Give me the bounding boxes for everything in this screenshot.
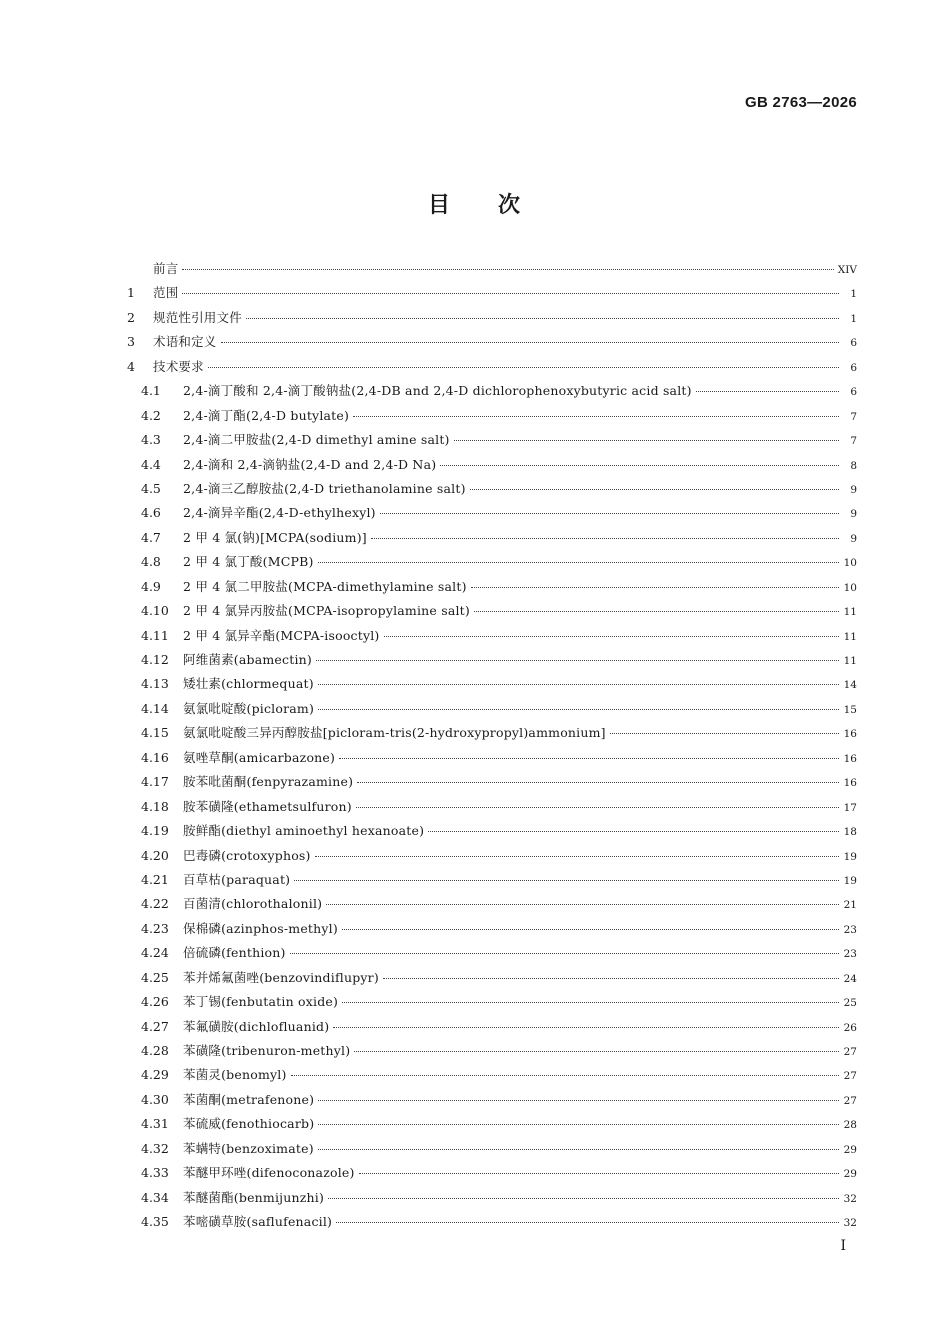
toc-leader-dots [316,660,839,661]
toc-leader-dots [290,953,839,954]
toc-entry-label: 苯丁锡(fenbutatin oxide) [183,994,339,1010]
toc-entry[interactable] [127,381,857,405]
toc-leader-dots [318,1149,839,1150]
toc-entry-number: 4.35 [141,1214,169,1230]
toc-entry-number: 4.30 [141,1091,169,1107]
toc-entry-label: 苯醚甲环唑(difenoconazole) [183,1165,355,1181]
toc-entry-label: 苯氟磺胺(dichlofluanid) [183,1018,330,1034]
toc-entry-number: 4.16 [141,749,169,765]
toc-entry-label: 巴毒磷(crotoxyphos) [183,847,311,863]
toc-entry[interactable] [127,870,857,894]
toc-entry[interactable] [127,1114,857,1138]
toc-entry-page: 23 [843,948,857,961]
toc-entry[interactable] [127,406,857,430]
toc-entry-label: 苯菌酮(metrafenone) [183,1091,315,1107]
toc-entry-number: 4.17 [141,774,169,790]
toc-entry-number: 4.34 [141,1189,169,1205]
toc-entry-label: 2 甲 4 氯异辛酯(MCPA-isooctyl) [183,627,380,643]
toc-entry[interactable] [127,723,857,747]
toc-leader-dots [294,880,839,881]
toc-leader-dots [354,1051,839,1052]
toc-entry[interactable] [127,1188,857,1212]
toc-entry-number: 4.28 [141,1043,169,1058]
toc-entry[interactable] [127,503,857,527]
toc-entry[interactable] [127,1090,857,1114]
toc-entry-page: 19 [843,874,857,887]
toc-entry-number: 4.27 [141,1018,169,1034]
toc-entry-page: 6 [850,361,857,374]
toc-entry[interactable] [127,1139,857,1163]
toc-leader-dots [471,587,839,588]
toc-entry-label: 倍硫磷(fenthion) [183,945,286,961]
toc-leader-dots [383,978,839,979]
toc-entry-page: 21 [843,899,857,912]
toc-entry-label: 保棉磷(azinphos-methyl) [183,920,338,936]
toc-entry-number: 4.20 [141,847,169,863]
toc-leader-dots [353,416,839,417]
toc-entry-label: 苯并烯氟菌唑(benzovindiflupyr) [183,969,379,985]
table-of-contents [127,259,857,1237]
toc-entry-label: 2 甲 4 氯(钠)[MCPA(sodium)] [183,529,367,545]
toc-entry-label: 技术要求 [153,358,204,374]
toc-leader-dots [318,684,839,685]
toc-entry-number: 4.19 [141,823,169,839]
toc-entry-page: 24 [843,972,857,985]
toc-entry-label: 胺苯吡菌酮(fenpyrazamine) [183,774,354,790]
toc-leader-dots [328,1198,839,1199]
toc-entry-number: 4.23 [141,920,169,936]
toc-entry-number: 4.25 [141,969,169,985]
toc-leader-dots [454,440,839,441]
toc-entry-page: 16 [843,752,857,765]
toc-leader-dots [384,636,839,637]
toc-entry[interactable] [127,894,857,918]
toc-entry-page: 32 [843,1192,857,1205]
toc-entry-number: 4.9 [141,578,161,594]
toc-entry[interactable] [127,259,857,283]
toc-entry[interactable] [127,968,857,992]
title-char-1: 目 [427,193,452,218]
toc-entry[interactable] [127,430,857,454]
toc-leader-dots [339,758,839,759]
toc-entry[interactable] [127,943,857,967]
toc-leader-dots [182,269,833,270]
toc-entry-number: 2 [127,309,135,325]
toc-entry-page: 15 [843,703,857,716]
toc-entry[interactable] [127,528,857,552]
toc-leader-dots [221,342,839,343]
toc-leader-dots [208,367,839,368]
toc-leader-dots [246,318,839,319]
toc-entry-page: 19 [843,850,857,863]
toc-entry-label: 苯螨特(benzoximate) [183,1140,314,1156]
toc-entry-page: 10 [843,557,857,570]
toc-entry-number: 4.24 [141,945,169,961]
toc-entry-number: 4.21 [141,871,169,887]
toc-entry-number: 4.26 [141,994,169,1010]
toc-entry-page: 28 [843,1119,857,1132]
toc-entry-page: 11 [843,606,857,619]
toc-entry-number: 4.32 [141,1140,169,1156]
toc-entry-number: 4.10 [141,603,169,619]
toc-entry[interactable] [127,552,857,576]
toc-entry-page: 9 [850,508,857,521]
toc-entry[interactable] [127,821,857,845]
toc-entry-number: 4.29 [141,1067,169,1083]
toc-entry-label: 2,4-滴异辛酯(2,4-D-ethylhexyl) [183,505,376,521]
toc-entry-label: 前言 [153,261,179,276]
toc-entry-label: 氨氯吡啶酸(picloram) [183,700,315,716]
toc-entry-label: 2,4-滴三乙醇胺盐(2,4-D triethanolamine salt) [183,480,466,496]
toc-entry[interactable] [127,992,857,1016]
toc-entry[interactable] [127,601,857,625]
toc-entry[interactable] [127,846,857,870]
toc-leader-dots [359,1173,839,1174]
toc-entry[interactable] [127,283,857,307]
toc-entry-page: 26 [843,1021,857,1034]
toc-entry-label: 苯菌灵(benomyl) [183,1067,287,1083]
toc-entry[interactable] [127,699,857,723]
toc-entry-page: 10 [843,581,857,594]
toc-leader-dots [610,733,839,734]
toc-leader-dots [182,293,839,294]
toc-entry-number: 4.14 [141,700,169,716]
toc-entry[interactable] [127,1212,857,1236]
toc-entry-label: 阿维菌素(abamectin) [183,652,312,667]
toc-entry-page: 17 [843,801,857,814]
toc-entry-number: 4.13 [141,676,169,692]
toc-entry[interactable] [127,357,857,381]
toc-leader-dots [356,807,839,808]
toc-entry-number: 4.33 [141,1165,169,1181]
toc-entry[interactable] [127,674,857,698]
toc-entry[interactable] [127,626,857,650]
toc-entry-label: 苯磺隆(tribenuron-methyl) [183,1043,351,1058]
toc-leader-dots [318,709,839,710]
toc-entry-number: 4.6 [141,505,161,521]
toc-entry[interactable] [127,479,857,503]
toc-entry-label: 氨唑草酮(amicarbazone) [183,749,336,765]
toc-entry-page: 16 [843,777,857,790]
toc-entry-page: 29 [843,1143,857,1156]
toc-entry-label: 胺苯磺隆(ethametsulfuron) [183,798,352,814]
toc-entry-number: 4.7 [141,529,161,545]
toc-entry[interactable] [127,772,857,796]
toc-entry-label: 2,4-滴丁酯(2,4-D butylate) [183,407,350,423]
toc-entry[interactable] [127,308,857,332]
toc-entry-page: 29 [843,1168,857,1181]
standard-code: GB 2763—2026 [744,94,857,111]
toc-entry[interactable] [127,919,857,943]
toc-entry-page: 27 [843,1094,857,1107]
toc-leader-dots [326,904,839,905]
toc-leader-dots [470,489,839,490]
toc-entry-label: 2,4-滴二甲胺盐(2,4-D dimethyl amine salt) [183,432,450,448]
toc-leader-dots [357,782,839,783]
toc-entry-page: 1 [850,288,857,301]
toc-entry[interactable] [127,1017,857,1041]
toc-entry-label: 2,4-滴和 2,4-滴钠盐(2,4-D and 2,4-D Na) [183,456,437,472]
toc-entry-label: 氨氯吡啶酸三异丙醇胺盐[picloram-tris(2-hydroxypropyl)ammonium] [183,725,606,741]
toc-leader-dots [474,611,839,612]
toc-entry-number: 4.2 [141,407,161,423]
toc-leader-dots [318,562,839,563]
toc-entry-page: 6 [850,337,857,350]
toc-leader-dots [333,1027,839,1028]
toc-entry-page: 14 [843,679,857,692]
toc-leader-dots [428,831,839,832]
toc-entry-number: 4.8 [141,554,161,570]
toc-entry[interactable] [127,332,857,356]
toc-leader-dots [696,391,839,392]
toc-entry-label: 2 甲 4 氯二甲胺盐(MCPA-dimethylamine salt) [183,578,467,594]
toc-entry-label: 苯硫威(fenothiocarb) [183,1116,315,1132]
toc-entry-page: 27 [843,1070,857,1083]
toc-entry-label: 2,4-滴丁酸和 2,4-滴丁酸钠盐(2,4-DB and 2,4-D dichlorophenoxybutyric acid salt) [183,383,692,399]
toc-leader-dots [318,1124,839,1125]
toc-entry-page: 9 [850,483,857,496]
toc-entry-number: 4.5 [141,480,161,496]
toc-leader-dots [336,1222,839,1223]
toc-entry-page: XIV [837,264,857,276]
toc-entry-page: 7 [850,410,857,423]
toc-entry-page: 11 [843,655,857,667]
toc-leader-dots [291,1075,839,1076]
toc-entry-number: 4.3 [141,432,161,448]
toc-entry-page: 18 [843,826,857,839]
toc-entry-page: 7 [850,435,857,448]
toc-entry-label: 术语和定义 [153,334,217,350]
toc-entry-page: 16 [843,728,857,741]
toc-entry-number: 4 [127,358,135,374]
title-char-2: 次 [498,193,523,218]
toc-entry-page: 1 [850,312,857,325]
toc-entry[interactable] [127,455,857,479]
toc-entry-number: 4.4 [141,456,161,472]
toc-leader-dots [440,465,839,466]
toc-entry-label: 矮壮素(chlormequat) [183,676,314,692]
toc-entry-page: 25 [843,997,857,1010]
page-number: I [840,1238,846,1254]
toc-entry-page: 32 [843,1217,857,1230]
toc-entry-label: 苯嘧磺草胺(saflufenacil) [183,1214,333,1230]
toc-entry-label: 规范性引用文件 [153,309,242,325]
toc-entry-number: 4.31 [141,1116,169,1132]
toc-entry[interactable] [127,650,857,674]
toc-entry[interactable] [127,1041,857,1065]
toc-entry-page: 23 [843,923,857,936]
toc-entry-number: 4.1 [141,383,161,399]
toc-entry-number: 4.18 [141,798,169,814]
toc-entry-page: 11 [843,630,857,643]
toc-leader-dots [342,1002,839,1003]
toc-entry-label: 范围 [153,285,179,301]
toc-entry[interactable] [127,1163,857,1187]
toc-entry-number: 4.12 [141,652,169,667]
toc-entry-number: 3 [127,334,135,350]
toc-entry-page: 8 [850,459,857,472]
toc-entry-number: 4.22 [141,896,169,912]
toc-entry-label: 2 甲 4 氯异丙胺盐(MCPA-isopropylamine salt) [183,603,470,619]
toc-entry[interactable] [127,797,857,821]
toc-leader-dots [371,538,839,539]
toc-entry-number: 1 [127,285,135,301]
toc-entry-label: 胺鲜酯(diethyl aminoethyl hexanoate) [183,823,425,839]
toc-entry[interactable] [127,748,857,772]
toc-entry-label: 苯醚菌酯(benmijunzhi) [183,1189,325,1205]
toc-leader-dots [318,1100,839,1101]
toc-entry-label: 2 甲 4 氯丁酸(MCPB) [183,554,314,570]
toc-entry-page: 9 [850,532,857,545]
toc-entry-page: 27 [843,1046,857,1058]
toc-entry-page: 6 [850,386,857,399]
toc-leader-dots [315,856,839,857]
toc-entry-number: 4.15 [141,725,169,741]
toc-entry[interactable] [127,577,857,601]
toc-entry-label: 百菌清(chlorothalonil) [183,896,323,912]
toc-entry[interactable] [127,1065,857,1089]
toc-entry-number: 4.11 [141,627,169,643]
toc-leader-dots [342,929,839,930]
page-title [0,188,950,219]
toc-entry-label: 百草枯(paraquat) [183,871,291,887]
toc-leader-dots [380,513,839,514]
